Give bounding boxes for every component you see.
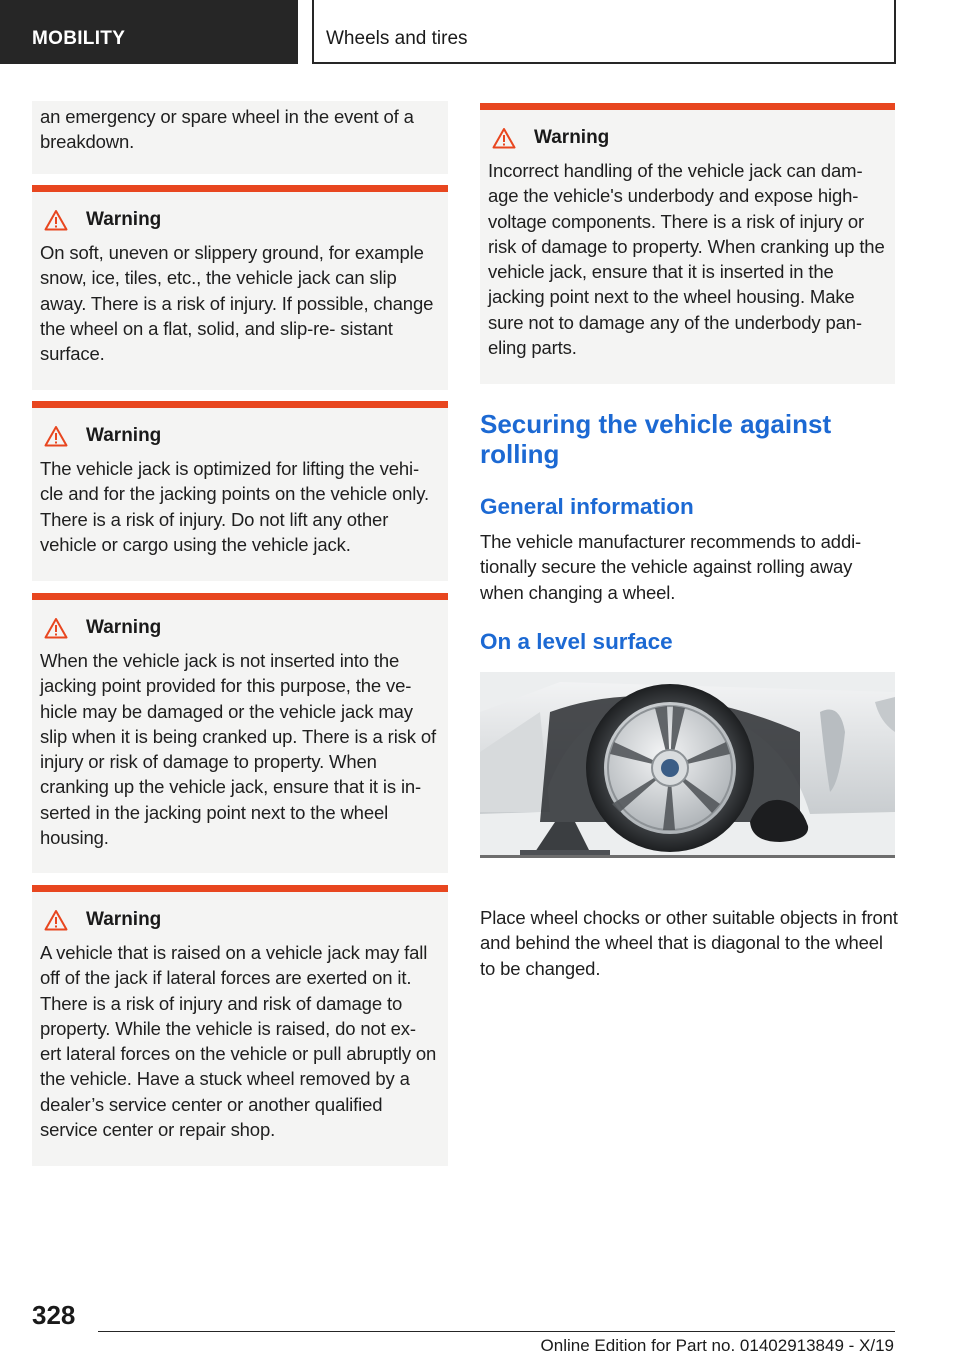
section-heading: Securing the vehicle against rolling [480, 409, 832, 469]
wheel-chock-illustration [480, 672, 895, 858]
warning-title: Warning [86, 425, 162, 446]
warning-title: Warning [534, 127, 610, 148]
subsection-heading-level: On a level surface [480, 629, 673, 654]
section-tab [0, 0, 298, 64]
warning-title: Warning [86, 617, 162, 638]
chapter-tab [312, 0, 896, 64]
warning-box-3 [32, 593, 448, 873]
section-label: MOBILITY [32, 28, 126, 49]
warning-triangle-icon [44, 617, 68, 639]
warning-title-row [40, 616, 440, 640]
warning-box-2 [32, 401, 448, 581]
intro-text: an emergency or spare wheel in the event of a breakdown. [40, 106, 414, 153]
warning-text: Incorrect handling of the vehicle jack can dam- age the vehicle's underbody and expose high- voltage components. There is a risk of injury or risk of damage to property. When cranking up the vehicle jack, ensure that it is inserted in the jacking point next to the wheel housing. Make sure not to damage any of the underbody pan- eling parts. [488, 160, 885, 359]
footer-divider [98, 1331, 895, 1332]
warning-text: A vehicle that is raised on a vehicle jack may fall off of the jack if lateral forces are exerted on it. There is a risk of injury and risk of damage to property. While the vehicle is raised, do not ex- ert lateral forces on the vehicle or pull abruptly on the vehicle. Have a stuck wheel removed by a dealer’s service center or another qualified service center or repair shop. [40, 942, 437, 1141]
warning-text: The vehicle jack is optimized for lifting the vehi- cle and for the jacking points on the vehicle only. There is a risk of injury. Do not lift any other vehicle or cargo using the vehicle jack. [40, 458, 429, 555]
level-surface-text: Place wheel chocks or other suitable objects in front and behind the wheel that is diagonal to the wheel to be changed. [480, 907, 898, 979]
warning-title-row [40, 208, 440, 232]
warning-title: Warning [86, 209, 162, 230]
car-wheel-chock-image [480, 672, 895, 858]
edition-footer: Online Edition for Part no. 01402913849 - X/19 [540, 1336, 894, 1355]
intro-box [32, 101, 448, 174]
warning-triangle-icon [492, 127, 516, 149]
warning-text: On soft, uneven or slippery ground, for example snow, ice, tiles, etc., the vehicle jack can slip away. There is a risk of injury. If possible, change the wheel on a flat, solid, and slip-re- sistant surface. [40, 242, 434, 365]
chapter-label: Wheels and tires [326, 28, 468, 49]
warning-box-5 [480, 103, 895, 384]
warning-title-row [40, 424, 440, 448]
page-number: 328 [32, 1300, 76, 1330]
warning-title-row [488, 126, 887, 150]
warning-triangle-icon [44, 425, 68, 447]
warning-text: When the vehicle jack is not inserted into the jacking point provided for this purpose, the ve- hicle may be damaged or the vehicle jack may slip when it is being cranked up. There is a risk of injury or risk of damage to property. When cranking up the vehicle jack, ensure that it is in- serted in the jacking point next to the wheel housing. [40, 650, 436, 849]
warning-title-row [40, 908, 440, 932]
warning-title: Warning [86, 909, 162, 930]
warning-box-4 [32, 885, 448, 1166]
subsection-heading-general: General information [480, 494, 694, 519]
general-information-text: The vehicle manufacturer recommends to addi- tionally secure the vehicle against rolling away when changing a wheel. [480, 531, 862, 603]
warning-triangle-icon [44, 909, 68, 931]
warning-triangle-icon [44, 209, 68, 231]
warning-box-1 [32, 185, 448, 390]
